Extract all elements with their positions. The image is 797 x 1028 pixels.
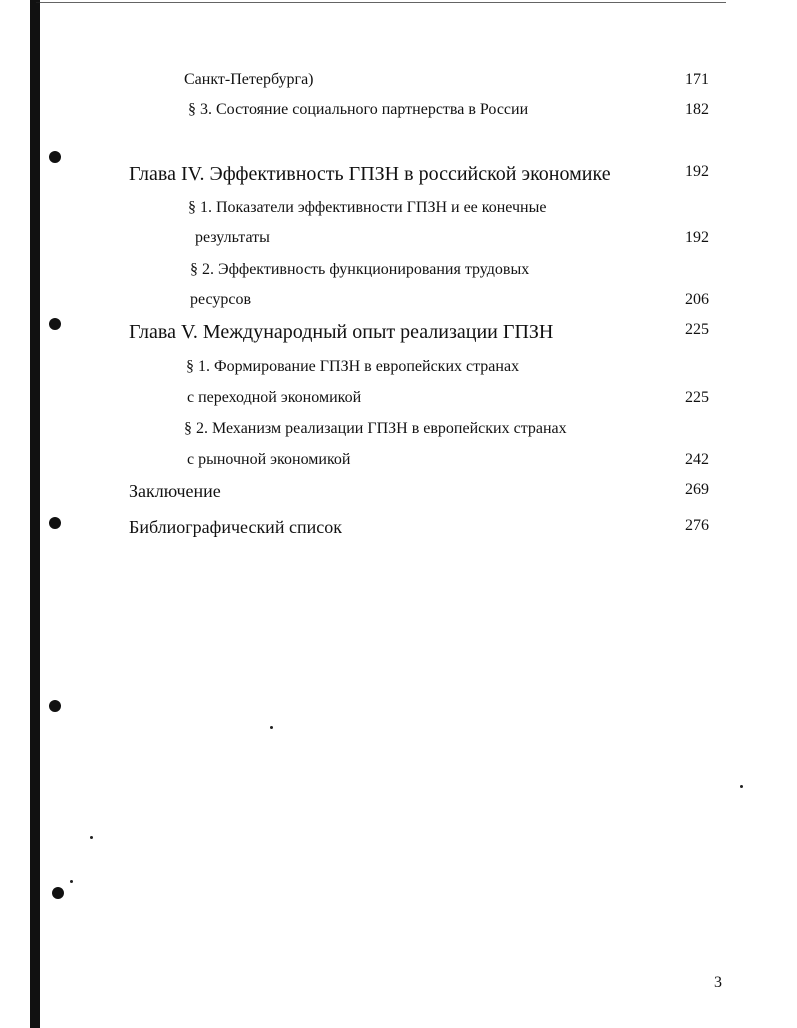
toc-page-ref: 206 — [685, 291, 709, 308]
scan-top-line — [36, 2, 726, 3]
toc-entry-text: Библиографический список — [129, 517, 342, 537]
scan-left-edge — [30, 0, 40, 1028]
toc-page-ref: 192 — [685, 229, 709, 246]
toc-entry-text: § 3. Состояние социального партнерства в России — [188, 101, 529, 118]
toc-entry-text: § 2. Эффективность функционирования трудовых — [190, 261, 530, 278]
toc-page-ref: 276 — [685, 517, 709, 534]
toc-entry-text: результаты — [195, 229, 270, 246]
toc-page-ref: 269 — [685, 481, 709, 498]
toc-entry-text: § 1. Показатели эффективности ГПЗН и ее конечные — [188, 199, 547, 216]
toc-page-ref: 171 — [685, 71, 709, 88]
toc-entry-text: Глава V. Международный опыт реализации ГПЗН — [129, 321, 554, 343]
scan-speck — [740, 785, 743, 788]
punch-hole-icon — [49, 700, 61, 712]
page-number: 3 — [714, 974, 722, 991]
punch-hole-icon — [49, 318, 61, 330]
toc-entry-text: с переходной экономикой — [187, 389, 362, 406]
toc-entry-text: Санкт-Петербурга) — [184, 71, 314, 88]
toc-page-ref: 192 — [685, 163, 709, 180]
toc-entry-text: Глава IV. Эффективность ГПЗН в российской экономике — [129, 163, 611, 185]
punch-hole-icon — [52, 887, 64, 899]
toc-entry-text: ресурсов — [190, 291, 252, 308]
scan-speck — [70, 880, 73, 883]
toc-page-ref: 182 — [685, 101, 709, 118]
toc-entry-text: § 2. Механизм реализации ГПЗН в европейских странах — [184, 420, 567, 437]
punch-hole-icon — [49, 151, 61, 163]
scan-speck — [90, 836, 93, 839]
toc-page-ref: 225 — [685, 321, 709, 338]
toc-page-ref: 225 — [685, 389, 709, 406]
toc-entry-text: Заключение — [129, 481, 221, 501]
scan-speck — [270, 726, 273, 729]
toc-page-ref: 242 — [685, 451, 709, 468]
punch-hole-icon — [49, 517, 61, 529]
toc-entry-text: с рыночной экономикой — [187, 451, 351, 468]
toc-entry-text: § 1. Формирование ГПЗН в европейских странах — [186, 358, 520, 375]
